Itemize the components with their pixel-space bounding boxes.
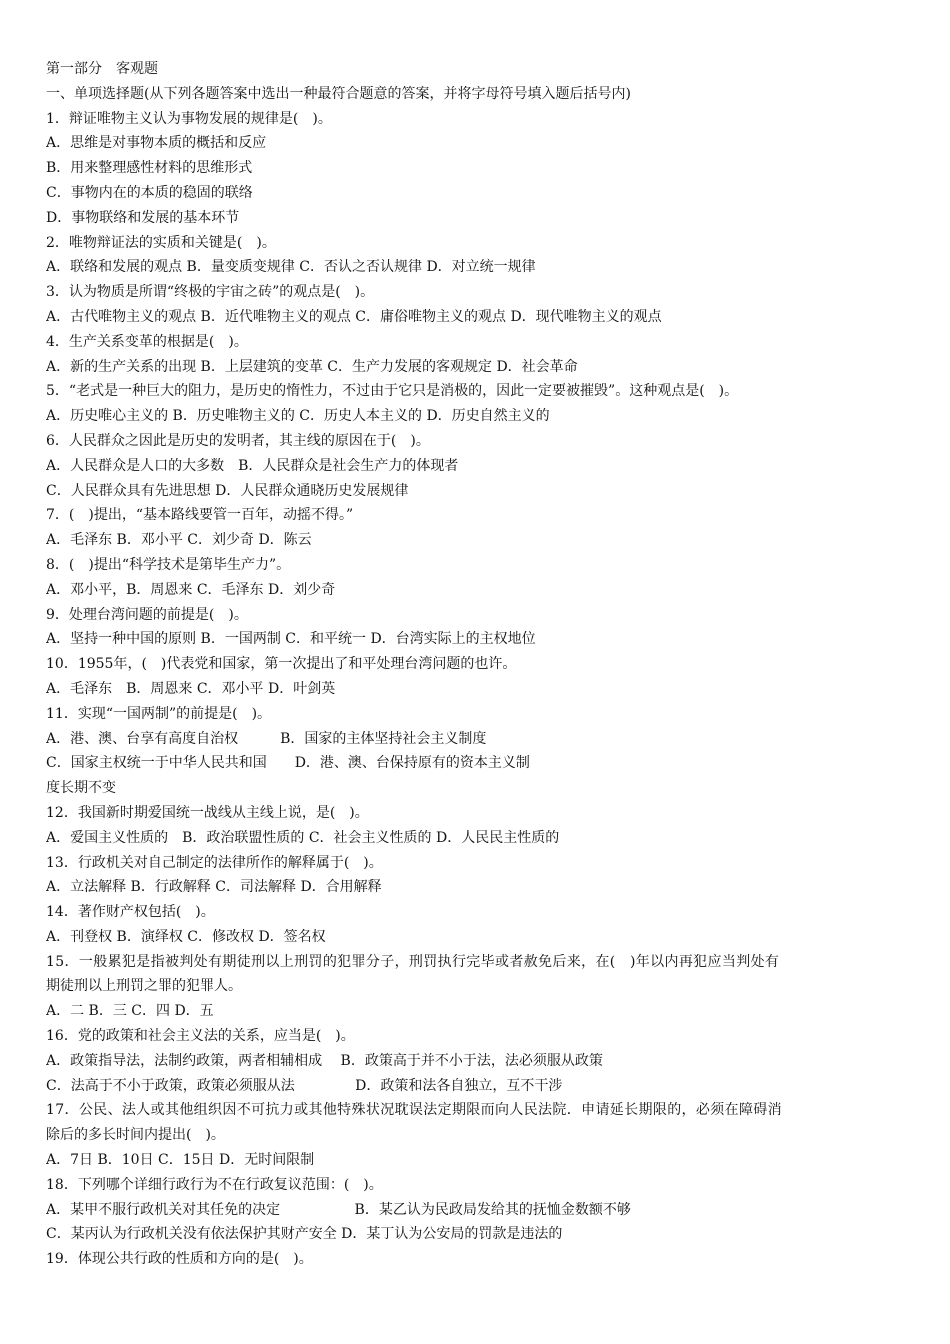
question-9: 9．处理台湾问题的前提是( )。 [46,606,248,623]
question-2: 2．唯物辩证法的实质和关键是( )。 [46,234,276,251]
question-11-options-ab: A．港、澳、台享有高度自治权 B．国家的主体坚持社会主义制度 [46,730,487,747]
question-11-options-continued: 度长期不变 [46,780,116,797]
question-11: 11．实现“一国两制”的前提是( )。 [46,705,272,722]
question-1-option-d: D．事物联络和发展的基本环节 [46,209,240,226]
question-5-options: A．历史唯心主义的 B．历史唯物主义的 C．历史人本主义的 D．历史自然主义的 [46,408,550,425]
question-1: 1．辩证唯物主义认为事物发展的规律是( )。 [46,110,332,127]
question-14-options: A．刊登权 B．演绎权 C．修改权 D．签名权 [46,928,326,945]
question-11-options-cd: C．国家主权统一于中华人民共和国 D．港、澳、台保持原有的资本主义制 [46,755,530,772]
question-6: 6．人民群众之因此是历史的发明者，其主线的原因在于( )。 [46,432,430,449]
question-7-options: A．毛泽东 B．邓小平 C．刘少奇 D．陈云 [46,532,312,549]
question-1-option-c: C．事物内在的本质的稳固的联络 [46,184,253,201]
question-3: 3．认为物质是所谓“终极的宇宙之砖”的观点是( )。 [46,284,375,301]
section-heading: 一、单项选择题(从下列各题答案中选出一种最符合题意的答案，并将字母符号填入题后括号内) [46,85,631,102]
question-9-options: A．坚持一种中国的原则 B．一国两制 C．和平统一 D．台湾实际上的主权地位 [46,631,536,648]
question-1-option-b: B．用来整理感性材料的思维形式 [46,160,253,177]
question-6-options-cd: C．人民群众具有先进思想 D．人民群众通晓历史发展规律 [46,482,409,499]
question-12-options: A．爱国主义性质的 B．政治联盟性质的 C．社会主义性质的 D．人民民主性质的 [46,829,560,846]
question-3-options: A．古代唯物主义的观点 B．近代唯物主义的观点 C．庸俗唯物主义的观点 D．现代唯物主义的观点 [46,308,662,325]
question-6-options-ab: A．人民群众是人口的大多数 B．人民群众是社会生产力的体现者 [46,457,459,474]
question-13: 13．行政机关对自己制定的法律所作的解释属于( )。 [46,854,383,871]
question-15-continued: 期徒刑以上刑罚之罪的犯罪人。 [46,978,242,995]
question-10-options: A．毛泽东 B．周恩来 C．邓小平 D．叶剑英 [46,680,336,697]
part-heading: 第一部分 客观题 [46,61,158,77]
question-4: 4．生产关系变革的根据是( )。 [46,333,248,350]
question-1-option-a: A．思维是对事物本质的概括和反应 [46,135,267,152]
question-18: 18．下列哪个详细行政行为不在行政复议范围：( )。 [46,1176,383,1193]
question-19: 19．体现公共行政的性质和方向的是( )。 [46,1251,313,1268]
question-17-continued: 除后的多长时间内提出( )。 [46,1127,225,1144]
question-4-options: A．新的生产关系的出现 B．上层建筑的变革 C．生产力发展的客观规定 D．社会革命 [46,358,578,375]
question-15: 15．一般累犯是指被判处有期徒刑以上刑罚的犯罪分子，刑罚执行完毕或者赦免后来，在( )年以内再犯应当判处有 [46,953,780,970]
question-14: 14．著作财产权包括( )。 [46,904,215,921]
question-16-options-cd: C．法高于不小于政策，政策必须服从法 D．政策和法各自独立，互不干涉 [46,1077,563,1094]
question-18-options-cd: C．某丙认为行政机关没有依法保护其财产安全 D．某丁认为公安局的罚款是违法的 [46,1226,563,1243]
question-8-options: A．邓小平，B．周恩来 C．毛泽东 D．刘少奇 [46,581,336,598]
question-16-options-ab: A．政策指导法，法制约政策，两者相辅相成 B．政策高于并不小于法，法必须服从政策 [46,1052,603,1069]
question-17: 17．公民、法人或其他组织因不可抗力或其他特殊状况耽误法定期限而向人民法院．申请延长期限的，必须在障碍消 [46,1102,783,1119]
question-12: 12．我国新时期爱国统一战线从主线上说，是( )。 [46,804,369,821]
question-16: 16．党的政策和社会主义法的关系，应当是( )。 [46,1028,355,1045]
question-18-options-ab: A．某甲不服行政机关对其任免的决定 B．某乙认为民政局发给其的抚恤金数额不够 [46,1201,631,1218]
question-17-options: A．7日 B．10日 C．15日 D．无时间限制 [46,1152,315,1169]
question-7: 7．( )提出，“基本路线要管一百年，动摇不得。” [46,507,354,524]
question-10: 10．1955年，( )代表党和国家，第一次提出了和平处理台湾问题的也许。 [46,656,517,673]
question-8: 8．( )提出“科学技术是第毕生产力”。 [46,556,291,573]
question-15-options: A．二 B．三 C．四 D．五 [46,1003,214,1020]
question-2-options: A．联络和发展的观点 B．量变质变规律 C．否认之否认规律 D．对立统一规律 [46,259,536,276]
question-13-options: A．立法解释 B．行政解释 C．司法解释 D．合用解释 [46,879,382,896]
question-5: 5．“老式是一种巨大的阻力，是历史的惰性力，不过由于它只是消极的，因此一定要被摧毁”。这种观点是( )。 [46,383,739,400]
